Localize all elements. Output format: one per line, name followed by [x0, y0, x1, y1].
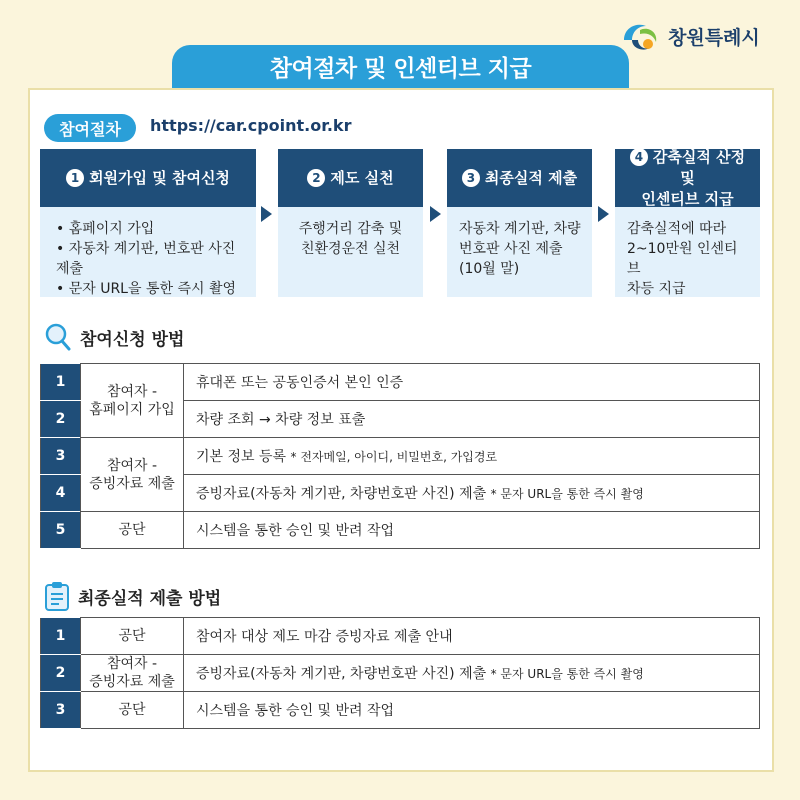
table-row	[41, 692, 760, 729]
apply-section-title	[44, 322, 184, 352]
step-2-number: 2	[307, 169, 325, 187]
step-1-body	[40, 207, 256, 297]
row-text: 휴대폰 또는 공동인증서 본인 인증	[196, 375, 404, 391]
step-1	[40, 149, 256, 297]
row-actor	[81, 655, 184, 692]
step-3-line: 자동차 계기판, 차량	[459, 221, 581, 237]
row-text: 차량 조회 → 차량 정보 표출	[196, 412, 366, 428]
row-text: 참여자 대상 제도 마감 증빙자료 제출 안내	[196, 629, 453, 645]
title-banner	[172, 45, 629, 88]
row-text: 기본 정보 등록	[196, 449, 291, 465]
table-row	[41, 655, 760, 692]
table-row	[41, 438, 760, 475]
row-description	[184, 475, 760, 512]
row-number: 3	[41, 692, 81, 729]
row-actor: 공단	[81, 512, 184, 549]
row-text: 시스템을 통한 승인 및 반려 작업	[196, 523, 395, 539]
row-description	[184, 618, 760, 655]
page-title: 참여절차 및 인센티브 지급	[269, 56, 532, 82]
row-description	[184, 692, 760, 729]
final-title: 최종실적 제출 방법	[78, 588, 222, 609]
step-4-line: 감축실적에 따라	[627, 221, 727, 237]
step-3-number: 3	[462, 169, 480, 187]
step-4-header	[615, 149, 760, 207]
actor-line: 참여자 -	[106, 656, 158, 672]
actor-line: 참여자 -	[106, 457, 158, 474]
step-4-body	[615, 207, 760, 297]
step-4-line: 2~10만원 인센티브	[627, 241, 738, 277]
step-arrow	[261, 206, 272, 222]
row-actor: 공단	[81, 618, 184, 655]
step-3-line: (10월 말)	[459, 261, 520, 277]
actor-line: 증빙자료 제출	[89, 674, 175, 690]
step-3-header	[447, 149, 592, 207]
step-3-line: 번호판 사진 제출	[459, 241, 563, 257]
row-text: 증빙자료(자동차 계기판, 차량번호판 사진) 제출	[196, 666, 491, 682]
step-1-line: • 자동차 계기판, 번호판 사진 제출	[56, 241, 236, 277]
row-actor: 공단	[81, 692, 184, 729]
step-3	[447, 149, 592, 297]
procedure-badge: 참여절차	[44, 114, 136, 142]
step-4-number: 4	[630, 148, 648, 166]
procedure-url[interactable]: https://car.cpoint.or.kr	[150, 116, 352, 135]
row-description	[184, 512, 760, 549]
step-2-header	[278, 149, 423, 207]
step-1-number: 1	[66, 169, 84, 187]
row-note: * 문자 URL을 통한 즉시 촬영	[490, 667, 644, 681]
logo-text: 창원특례시	[668, 26, 760, 49]
step-1-line: • 홈페이지 가입	[56, 221, 155, 237]
row-description	[184, 655, 760, 692]
row-number: 1	[41, 618, 81, 655]
row-number: 5	[41, 512, 81, 549]
row-actor	[81, 438, 184, 512]
step-2	[278, 149, 423, 297]
magnifier-icon	[44, 322, 72, 352]
actor-line: 증빙자료 제출	[89, 475, 175, 492]
final-section-title	[44, 580, 221, 612]
step-2-line: 주행거리 감축 및	[298, 221, 403, 237]
row-description	[184, 438, 760, 475]
row-text: 증빙자료(자동차 계기판, 차량번호판 사진) 제출	[196, 486, 491, 502]
step-1-header	[40, 149, 256, 207]
step-3-body	[447, 207, 592, 297]
changwon-logo-icon	[618, 18, 662, 54]
row-number: 1	[41, 364, 81, 401]
step-2-body	[278, 207, 423, 297]
step-4-line: 차등 지급	[627, 281, 686, 297]
row-number: 2	[41, 401, 81, 438]
row-text: 시스템을 통한 승인 및 반려 작업	[196, 703, 395, 719]
logo	[618, 18, 760, 54]
step-arrow	[430, 206, 441, 222]
row-note: * 전자메일, 아이디, 비밀번호, 가입경로	[290, 450, 498, 464]
table-row	[41, 364, 760, 401]
row-description	[184, 401, 760, 438]
apply-table	[40, 363, 760, 549]
actor-line: 참여자 -	[106, 383, 158, 400]
step-2-line: 친환경운전 실천	[300, 241, 401, 257]
row-description	[184, 364, 760, 401]
final-table	[40, 617, 760, 729]
step-4-title-line2: 인센티브 지급	[641, 189, 734, 208]
row-actor	[81, 364, 184, 438]
step-2-title: 제도 실천	[330, 168, 394, 187]
step-1-line: • 문자 URL을 통한 즉시 촬영	[56, 281, 236, 297]
apply-title: 참여신청 방법	[80, 329, 185, 350]
table-row	[41, 512, 760, 549]
clipboard-icon	[44, 580, 70, 612]
step-1-title: 회원가입 및 참여신청	[89, 168, 230, 187]
step-3-title: 최종실적 제출	[484, 168, 578, 187]
row-note: * 문자 URL을 통한 즉시 촬영	[490, 487, 644, 501]
table-row	[41, 618, 760, 655]
step-4	[615, 149, 760, 297]
row-number: 4	[41, 475, 81, 512]
row-number: 2	[41, 655, 81, 692]
step-arrow	[598, 206, 609, 222]
step-4-title: 감축실적 산정 및	[652, 147, 746, 187]
row-number: 3	[41, 438, 81, 475]
actor-line: 홈페이지 가입	[89, 401, 175, 418]
